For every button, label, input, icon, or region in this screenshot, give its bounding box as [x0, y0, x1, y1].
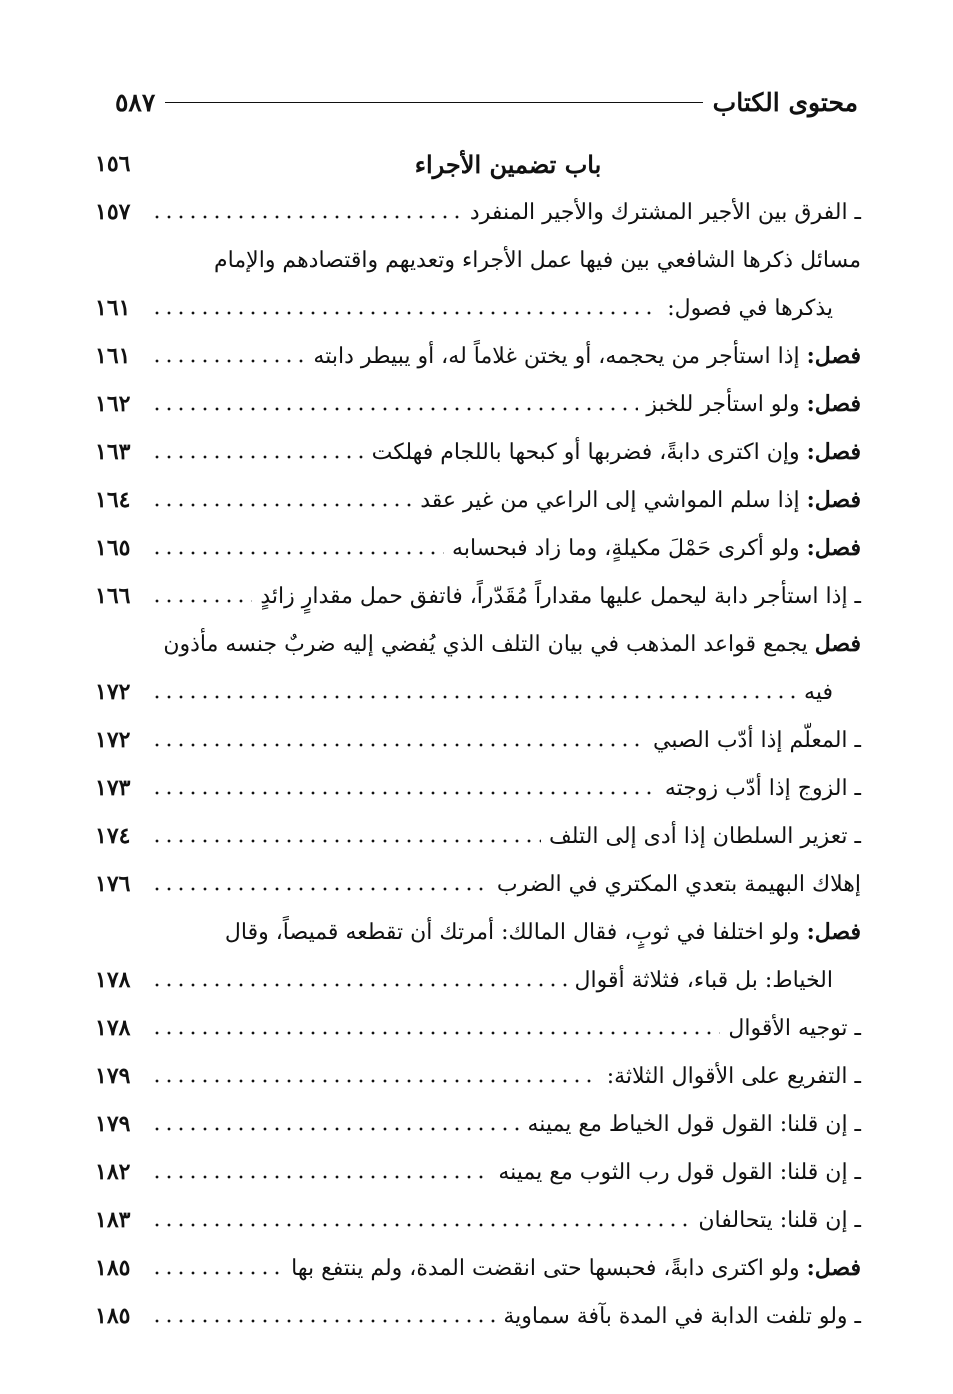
toc-page-number: ١٦٦: [95, 583, 131, 609]
toc-entry-text: [260, 584, 861, 609]
toc-entry-text: [804, 680, 861, 705]
toc-dot-leader: [151, 311, 659, 315]
toc-entry: [95, 1148, 861, 1196]
toc-entry: [95, 524, 861, 572]
toc-page-number: ١٧٩: [95, 1111, 131, 1137]
toc-entry-text: [667, 296, 861, 321]
toc-page-number: ١٦٤: [95, 487, 131, 513]
toc-dot-leader: [151, 551, 444, 555]
toc-entry: [95, 1004, 861, 1052]
toc-dot-leader: [151, 599, 252, 603]
toc-dot-leader: [151, 1319, 495, 1323]
toc-entry-text: [313, 343, 861, 369]
toc-text: ـ تعزير السلطان إذا أدى إلى التلف: [549, 823, 861, 849]
toc-entry: [95, 236, 861, 284]
toc-label: فصل:: [806, 391, 861, 417]
toc-entry-text: [665, 776, 861, 801]
toc-dot-leader: [151, 1175, 490, 1179]
toc-entry: [95, 188, 861, 236]
toc-entry-text: [452, 535, 861, 561]
toc-text: فيه: [804, 679, 833, 705]
toc-entry: [95, 284, 861, 332]
toc-text: ـ الفرق بين الأجير المشترك والأجير المنفرد: [469, 199, 861, 225]
toc-entry: [95, 716, 861, 764]
toc-dot-leader: [151, 743, 645, 747]
toc-text: إذا استأجر من يحجمه، أو يختن غلاماً له، أو يبيطر دابته: [313, 344, 800, 369]
toc-page-number: ١٨٢: [95, 1159, 131, 1185]
toc-entry-text: [225, 919, 861, 945]
toc-page-number: ١٦٢: [95, 391, 131, 417]
toc-dot-leader: [151, 1031, 720, 1035]
toc-label: فصل:: [806, 439, 861, 465]
running-header: [115, 82, 858, 122]
toc-label: فصل:: [806, 1255, 861, 1281]
toc-page-number: ١٦١: [95, 295, 131, 321]
toc-dot-leader: [151, 1127, 520, 1131]
toc-entry: [95, 908, 861, 956]
toc-page-number: ١٧٦: [95, 871, 131, 897]
toc-text: ـ ولو تلفت الدابة في المدة بآفة سماوية: [503, 1303, 861, 1329]
toc-entry-text: [549, 824, 861, 849]
toc-entry-text: [728, 1016, 861, 1041]
toc-dot-leader: [151, 1079, 599, 1083]
toc-text: يجمع قواعد المذهب في بيان التلف الذي يُفضي إليه ضربٌ جنسه مأذون: [163, 632, 808, 657]
toc-entry-text: [470, 200, 861, 225]
toc-entry-text: [372, 439, 861, 465]
toc-entry-text: [291, 1255, 861, 1281]
toc-text: إهلاك البهيمة بتعدي المكتري في الضرب: [496, 871, 861, 897]
toc-page-number: ١٨٣: [95, 1207, 131, 1233]
toc-entry: [95, 1244, 861, 1292]
toc-dot-leader: [151, 359, 305, 363]
toc-page-number: ١٧٩: [95, 1063, 131, 1089]
toc-dot-leader: [151, 1223, 690, 1227]
toc-page-number: ١٦٥: [95, 535, 131, 561]
toc-entry-text: [503, 1304, 861, 1329]
toc-entry-text: [420, 487, 861, 513]
toc-text: ـ إن قلنا: القول قول الخياط مع يمينه: [527, 1111, 861, 1137]
toc-dot-leader: [151, 791, 657, 795]
toc-page-number: ١٦١: [95, 343, 131, 369]
toc-text: ـ توجيه الأقوال: [728, 1015, 861, 1041]
toc-entry-text: [528, 1112, 862, 1137]
toc-page-number: ١٧٤: [95, 823, 131, 849]
toc-page-number: ١٧٨: [95, 1015, 131, 1041]
toc-text: ـ الزوج إذا أدّب زوجته: [664, 775, 861, 801]
toc-page-number: ١٥٦: [95, 151, 131, 177]
toc-text: إذا سلم المواشي إلى الراعي من غير عقد: [420, 488, 800, 513]
toc-dot-leader: [151, 455, 364, 459]
toc-entry: [95, 764, 861, 812]
toc-text: ولو أكرى حَمْلَ مكيلةٍ، وما زاد فبحسابه: [452, 536, 800, 561]
toc-page-number: ١٧٣: [95, 775, 131, 801]
header-title: محتوى الكتاب: [712, 87, 858, 117]
table-of-contents: [95, 140, 861, 1340]
toc-label: فصل:: [806, 487, 861, 513]
toc-text: ـ المعلّم إذا أدّب الصبي: [652, 727, 861, 753]
toc-label: فصل: [814, 631, 861, 657]
toc-label: فصل:: [806, 535, 861, 561]
toc-text: ـ التفريع على الأقوال الثلاثة:: [606, 1063, 861, 1089]
toc-entry-text: [698, 1208, 861, 1233]
toc-entry: [95, 860, 861, 908]
toc-entry: [95, 1196, 861, 1244]
toc-entry: [95, 1052, 861, 1100]
toc-text: ـ إذا استأجر دابة ليحمل عليها مقداراً مُقَدّراً، فاتفق حمل مقدارٍ زائدٍ: [260, 583, 861, 609]
toc-text: ـ إن قلنا: القول قول رب الثوب مع يمينه: [498, 1159, 861, 1185]
toc-text: وإن اكترى دابةً، فضربها أو كبحها باللجام فهلكت: [371, 440, 800, 465]
toc-dot-leader: [151, 983, 567, 987]
toc-entry-text: [646, 391, 861, 417]
toc-page-number: ١٨٥: [95, 1255, 131, 1281]
toc-entry: [95, 572, 861, 620]
toc-entry-text: [163, 631, 861, 657]
toc-entry: [95, 1100, 861, 1148]
toc-entry-text: [653, 728, 861, 753]
toc-dot-leader: [151, 503, 412, 507]
toc-text: ـ إن قلنا: يتحالفان: [698, 1207, 861, 1233]
toc-entry: [95, 476, 861, 524]
toc-label: فصل:: [806, 343, 861, 369]
toc-entry: [95, 332, 861, 380]
toc-dot-leader: [151, 215, 462, 219]
toc-dot-leader: [151, 887, 489, 891]
toc-page-number: ١٦٣: [95, 439, 131, 465]
toc-page-number: ١٨٥: [95, 1303, 131, 1329]
header-page-number: ٥٨٧: [115, 87, 156, 117]
toc-text: يذكرها في فصول:: [667, 295, 833, 321]
toc-entry: [95, 812, 861, 860]
toc-text: ولو اكترى دابةً، فحبسها حتى انقضت المدة، ولم ينتفع بها: [291, 1256, 800, 1281]
toc-dot-leader: [151, 839, 541, 843]
toc-entry: [95, 380, 861, 428]
toc-page-number: ١٧٨: [95, 967, 131, 993]
toc-dot-leader: [151, 695, 796, 699]
toc-entry-text: [607, 1064, 861, 1089]
toc-text: الخياط: بل قباء، فثلاثة أقوال: [574, 967, 833, 993]
toc-entry-text: [214, 248, 861, 273]
toc-entry-text: [498, 1160, 861, 1185]
toc-entry: [95, 428, 861, 476]
toc-entry: [95, 956, 861, 1004]
toc-dot-leader: [151, 407, 638, 411]
toc-entry: [95, 620, 861, 668]
toc-page-number: ١٥٧: [95, 199, 131, 225]
toc-text: مسائل ذكرها الشافعي بين فيها عمل الأجراء وتعديهم واقتصادهم والإمام: [214, 247, 861, 273]
toc-text: ولو اختلفا في ثوبٍ، فقال المالك: أمرتك أن تقطعه قميصاً، وقال: [224, 920, 800, 945]
toc-heading-text: باب تضمين الأجراء: [414, 149, 602, 179]
toc-text: ولو استأجر للخبز: [646, 392, 800, 417]
toc-label: فصل:: [806, 919, 861, 945]
toc-page-number: ١٧٢: [95, 679, 131, 705]
toc-entry-text: [575, 968, 861, 993]
toc-entry: [95, 668, 861, 716]
toc-page-number: ١٧٢: [95, 727, 131, 753]
header-rule: [165, 102, 702, 103]
toc-heading: [95, 140, 861, 188]
toc-dot-leader: [151, 1271, 283, 1275]
toc-entry: [95, 1292, 861, 1340]
toc-entry-text: [497, 872, 861, 897]
